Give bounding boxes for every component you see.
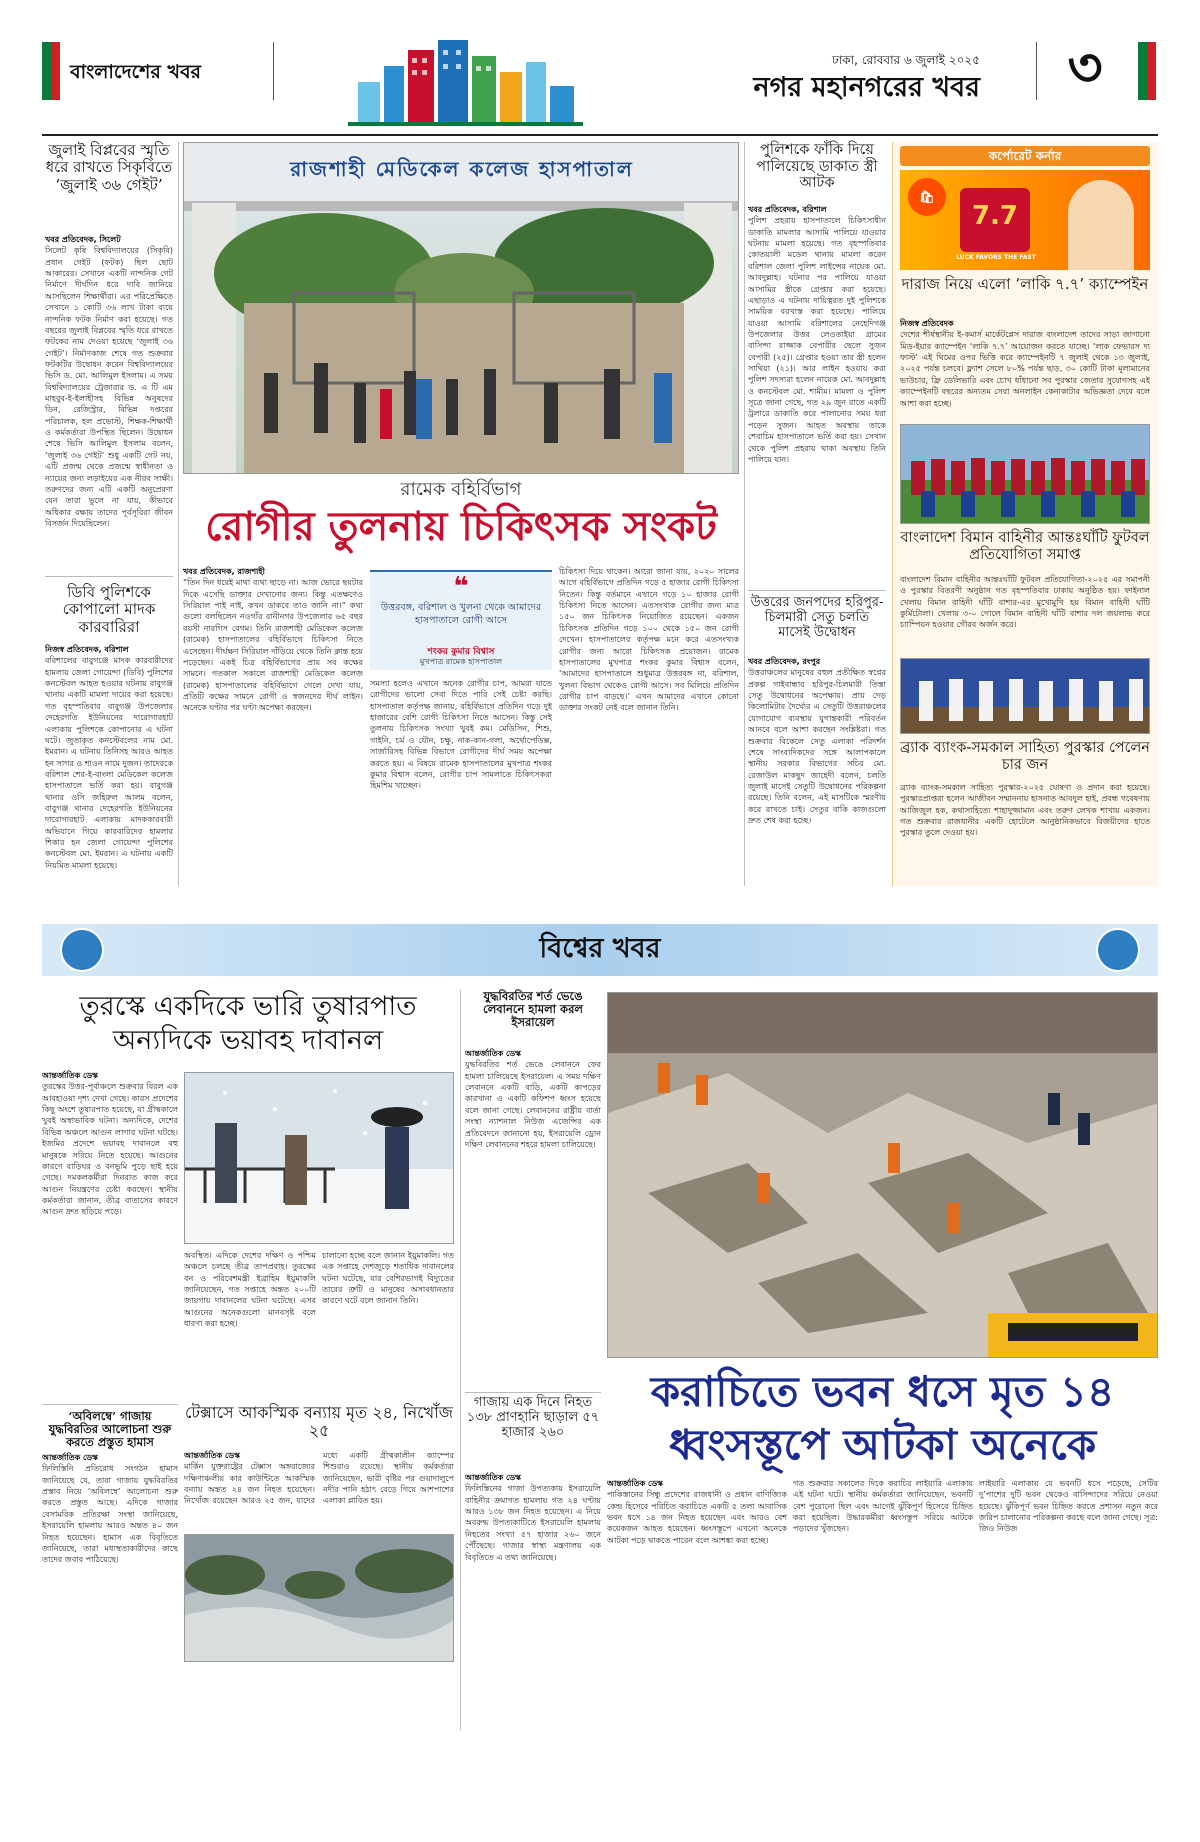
credit-police: খবর প্রতিবেদক, বরিশাল [748, 205, 827, 214]
credit-bridge: খবর প্রতিবেদক, রংপুর [748, 657, 821, 666]
story-literary-award [900, 782, 1150, 882]
headline-ramek: রোগীর তুলনায় চিকিৎসক সংকট [205, 503, 717, 550]
credit-ramek: খবর প্রতিবেদক, রাজশাহী [183, 567, 265, 576]
story-ramek-col3 [559, 566, 739, 886]
body-turkey-col2: অবস্থিত। এদিকে দেশের দক্ষিণ ও পশ্চিম অঞ্চলে চলছে তীব্র তাপপ্রবাহ। তুরস্কের বন ও পরিবেশমন্ত্রী ইব্রাহিম ইয়ুমাকলি জানিয়েছেন, গত সপ্তাহে অন্তত ২০০টি জায়গায় দাবানলের ঘটনা ঘটেছে। এসব আগুনের অনেকগুলো মানবসৃষ্ট বলে ধারণা করা হচ্ছে। [184, 1251, 316, 1329]
story-karachi-col2 [793, 1478, 973, 1730]
story-gaza-killed [465, 1472, 601, 1730]
headline-karachi: করাচিতে ভবন ধসে মৃত ১৪ ধ্বংসস্তূপে আটকা অনেকে [650, 1367, 1115, 1469]
column-divider [744, 142, 745, 886]
body-literary-award: ব্র্যাক ব্যাংক-সমকাল সাহিত্য পুরস্কার-২০২৫ ঘোষণা ও প্রদান করা হয়েছে। পুরস্কারপ্রাপ্তরা হলেন আজীবন সম্মাননায় হাসনাত আবদুল হাই, প্রবন্ধ গবেষণায় আজিজুল হক, কথাসাহিত্যে শাহাদুজ্জামান এবং তরুণ লেখক শাখায় একজন। গত শুক্রবার রাজধানীর একটি হোটেলে আনুষ্ঠানিকভাবে বিজয়ীদের হাতে পুরস্কার তুলে দেওয়া হয়। [900, 783, 1150, 838]
story-ramek-col2 [370, 678, 552, 886]
body-gaza-talks: ফিলিস্তিনি প্রতিরোধ সংগঠন হামাস জানিয়েছে যে, তারা গাজায় যুদ্ধবিরতির প্রস্তাব নিয়ে ‘অবিলম্বে’ আলোচনা শুরু করতে প্রস্তুত আছে। এদিকে গাজার বেসামরিক প্রতিরক্ষা সংস্থা জানিয়েছে, ইসরায়েলি হামলায় আরও অন্তত ৪০ জন নিহত হয়েছেন। হামাস এক বিবৃতিতে জানিয়েছে, তারা মধ্যস্থতাকারীদের কাছে তাদের জবাব পাঠিয়েছে। [42, 1464, 178, 1565]
credit-karachi: আন্তর্জাতিক ডেস্ক [607, 1479, 663, 1488]
dateline: ঢাকা, রোববার ৬ জুলাই ২০২৫ [832, 53, 980, 67]
daraz-ad-image [900, 170, 1150, 270]
divider [42, 1404, 178, 1405]
credit-turkey: আন্তর্জাতিক ডেস্ক [42, 1071, 98, 1080]
divider [748, 590, 886, 591]
story-texas-flood [184, 1450, 454, 1528]
quote-mark-icon: ❝ [453, 572, 469, 602]
credit-daraz: নিজস্ব প্রতিবেদক [900, 319, 954, 328]
photo-sign-text: রাজশাহী মেডিকেল কলেজ হাসপাতাল [290, 157, 634, 181]
photo-ramek-gate [183, 142, 739, 474]
body-dibi: বরিশালের বাবুগঞ্জে মাদক কারবারীদের হামলায় জেলা গোয়েন্দা (ডিবি) পুলিশের কনস্টেবল আহত হওয়ার ঘটনায় বাবুগঞ্জ থানায় একটি মামলা দায়ের করা হয়েছে। গত বৃহস্পতিবার বাবুগঞ্জ উপজেলার দেহেরগতি ইউনিয়নের দারোগারহাট এলাকায় পুলিশকে কোপানোর এ ঘটনা ঘটে। জুতাকৃত কনস্টেবলের নাম মো. ইমরান। এ ঘটনায় তিনিসহ আরও আহত হন সাগর ও শাওন নামে দুজন। তাদেরকে বরিশাল শের-ই-বাংলা মেডিকেল কলেজ হাসপাতালে ভর্তি করা হয়। বাবুগঞ্জ থানার ওসি জহিরুল আলম বলেন, বাবুগঞ্জ থানার দেহেরগতি ইউনিয়নের দারোগারহাট এলাকায় মাদককারবারী অভিযানে গিয়ে কারবারিদের হামলার শিকার হন জেলা গোয়েন্দা পুলিশের কনস্টেবল মো. ইমরান। এ ঘটনায় একটি নিয়মিত মামলা হয়েছে। [45, 656, 173, 870]
ad-person-image [1068, 180, 1134, 270]
story-turkey-col3 [322, 1250, 454, 1400]
masthead-divider-right [1036, 42, 1037, 100]
credit-gaza-killed: আন্তর্জাতিক ডেস্ক [465, 1473, 521, 1482]
masthead-divider [273, 42, 274, 100]
world-news-band [42, 924, 1158, 976]
quote-text: উত্তরবঙ্গ, বরিশাল ও খুলনা থেকে আমাদের হাসপাতালে রোগী আসে [380, 602, 542, 626]
headline-bridge: উত্তরের জনপদের হরিপুর-চিলমারী সেতু চলতি মাসেই উদ্বোধন [750, 595, 884, 640]
quote-name: শংকর কুমার বিশ্বাস [427, 647, 495, 657]
headline-literary-award: ব্র্যাক ব্যাংক-সমকাল সাহিত্য পুরস্কার পেলেন চার জন [900, 740, 1150, 773]
body-lebanon: যুদ্ধবিরতির শর্ত ভেঙে লেবাননে ফের হামলা চালিয়েছে ইসরায়েল। এ সময় দক্ষিণ লেবাননে একটি বাড়ি, একটি কাপড়ের কারখানা ও একটি কফিশপ ধ্বংস হয়েছে বলে জানা গেছে। লেবাননের রাষ্ট্রীয় বার্তা সংস্থা ন্যাশনাল নিউজ এজেন্সির এক প্রতিবেদনে জানানো হয়, ইসরায়েলি ড্রোন দক্ষিণ লেবাননের শহরে হামলা চালিয়েছে। [465, 1060, 601, 1149]
corporate-corner-banner: কর্পোরেট কর্নার [900, 146, 1150, 166]
body-karachi-col2: গত শুক্রবার সকালের দিকে করাচির লাইয়ারি এলাকায় এই ঘটনা ঘটে। স্থানীয় কর্মকর্তারা জানিয়েছেন, ভবনটি বেশ পুরোনো ছিল এবং আগেই ঝুঁকিপূর্ণ হিসেবে চিহ্নিত করা হয়েছিল। উদ্ধারকর্মীরা ধ্বংসস্তূপ সরিয়ে আটকে পড়াদের খুঁজছেন। [793, 1479, 973, 1534]
section-label-bangladesh: বাংলাদেশের খবর [70, 61, 201, 83]
story-lebanon [465, 1048, 601, 1386]
body-daraz: দেশের শীর্ষস্থানীয় ই-কমার্স মার্কেটপ্লেস দারাজ বাংলাদেশ তাদের সাড়া জাগানো মিড-ইয়ার ক্যাম্পেইন ‘লাকি ৭.৭’ আয়োজন করতে যাচ্ছে। ‘লাক ফেভারস দ্য ফাস্ট’ এই থিমের ওপর ভিত্তি করে ক্যাম্পেইনটি ৭ জুলাই থেকে ১৩ জুলাই, ২০২৫ পর্যন্ত চলবে। ফ্ল্যাশ সেলে ৮০% পর্যন্ত ছাড়, ৩০ কোটি টাকা মূল্যমানের ভাউচার, ফ্রি ডেলিভারি এবং চোখ ধাঁধানো সব পুরস্কার জেতার সুযোগসহ এই ক্যাম্পেইনটি বছরের অন্যতম সেরা অনলাইন কেনাকাটার অভিজ্ঞতা দেবে বলে আশা করা হচ্ছে। [900, 330, 1150, 408]
story-karachi-col1 [607, 1478, 787, 1730]
body-ramek-col2: সমস্যা হলেও এখানে অনেক রোগীর চাপ, আমরা যাতে রোগীদের ভালো সেবা দিতে পারি সেই চেষ্টা করছি। হাসপাতাল কর্তৃপক্ষ জানায়, বহির্বিভাগে প্রতিদিন গড়ে দুই হাজারের বেশি রোগী চিকিৎসা নিতে আসেন। কিন্তু সেই তুলনায় চিকিৎসক সংখ্যা খুবই কম। মেডিসিন, শিশু, গাইনি, চর্ম ও যৌন, চক্ষু, নাক-কান-গলা, অর্থোপেডিক্স, সার্জারিসহ বিভিন্ন বিভাগে রোগীদের দীর্ঘ সময় অপেক্ষা করতে হয়। এ বিষয়ে রামেক হাসপাতালের মুখপাত্র শংকর কুমার বিশ্বাস বলেন, রোগীর চাপ সামলাতে চিকিৎসকরা হিমশিম খাচ্ছেন। [370, 679, 552, 791]
quote-role: মুখপাত্র রামেক হাসপাতাল [419, 657, 503, 666]
page-number: ৩ [1067, 35, 1103, 99]
credit-texas-flood: আন্তর্জাতিক ডেস্ক [184, 1451, 240, 1460]
headline-air-force-football: বাংলাদেশ বিমান বাহিনীর আন্তঃঘাঁটি ফুটবল প্রতিযোগিতা সমাপ্ত [900, 530, 1150, 563]
flag-left-icon [42, 42, 60, 100]
body-air-force-football: বাংলাদেশ বিমান বাহিনীর আন্তঃঘাঁটি ফুটবল প্রতিযোগিতা-২০২৫ এর সমাপনী ও পুরস্কার বিতরণী অনুষ্ঠান গত বৃহস্পতিবার ঢাকায় অনুষ্ঠিত হয়। ফাইনাল খেলায় বিমান বাহিনী ঘাঁটি বাশার-এর মুখোমুখি হয় বিমান বাহিনী ঘাঁটি কুর্মিটোলা। খেলায় ৩-০ গোলে বিমান বাহিনী ঘাঁটি বাশার দল জয়লাভ করে চ্যাম্পিয়ন হওয়ার গৌরব অর্জন করে। [900, 575, 1150, 630]
masthead-rule [42, 134, 1158, 136]
divider [465, 1392, 601, 1393]
headline-july-gate: জুলাই বিপ্লবের স্মৃতি ধরে রাখতে সিকৃবিতে ‘জুলাই ৩৬ গেইট’ [45, 141, 173, 194]
body-gaza-killed: ফিলিস্তিনের গাজা উপত্যকায় ইসরায়েলি বাহিনীর ক্রমাগত হামলায় গত ২৪ ঘণ্টায় আরও ১৩৮ জন নিহত হয়েছেন। এ নিয়ে অবরুদ্ধ উপত্যকাটিতে ইসরায়েলি হামলায় নিহতের সংখ্যা ৫৭ হাজার ২৬০ জনে পৌঁছেছে। গাজার স্বাস্থ্য মন্ত্রণালয় এক বিবৃতিতে এ তথ্য জানিয়েছে। [465, 1484, 601, 1562]
headline-lebanon: যুদ্ধবিরতির শর্ত ভেঙে লেবাননে হামলা করল ইসরায়েল [483, 989, 583, 1030]
flag-right-icon [1138, 42, 1156, 100]
story-ramek-col1 [183, 566, 363, 886]
headline-gaza-killed: গাজায় এক দিনে নিহত ১৩৮ প্রাণহানি ছাড়াল ৫৭ হাজার ২৬০ [466, 1395, 600, 1440]
ad-tagline: LUCK FAVORS THE FAST [956, 254, 1036, 261]
story-turkey-col2 [184, 1250, 316, 1400]
body-karachi-col3: লাইয়ারি এলাকায় যে ভবনটি ধসে পড়েছে, সেটির দু’পাশের দুটি ভবন থেকেও বাসিন্দাদের সরিয়ে নেওয়া হয়েছে। ঝুঁকিপূর্ণ ভবন চিহ্নিত করতে প্রশাসন নতুন করে জরিপ চালানোর পরিকল্পনা করছে বলে জানা গেছে। সূত্র: জিও নিউজ [979, 1479, 1158, 1534]
body-ramek-col3: চিকিৎসা দিয়ে থাকেন। আরো জানা যায়, ২০২০ সালের আগে বহির্বিভাগে প্রতিদিন গড়ে ৫ হাজার রোগী চিকিৎসা নিতেন। কিন্তু বর্তমানে এখানে গড়ে ১০ হাজার রোগী চিকিৎসা নিতে আসেন। এতসংখ্যক রোগীর জন্য মাত্র ১৫০ জন চিকিৎসক নিয়োজিত রয়েছেন। একজন চিকিৎসক প্রতিদিন গড়ে ১০০ থেকে ১৫০ জন রোগী দেখেন। হাসপাতালের কর্তৃপক্ষ মনে করে এতসংখ্যক রোগীর জন্য আরো চিকিৎসক প্রয়োজন। রামেক হাসপাতালের মুখপাত্র শংকর কুমার বিশ্বাস বলেন, ‘আমাদের হাসপাতালে শুধুমাত্র উত্তরবঙ্গ না, বরিশাল, খুলনা বিভাগ থেকেও রোগী আসে। সব মিলিয়ে প্রতিদিন রোগীর চাপ বাড়ছে।’ এখন আমাদের এখানে কোনো ডাক্তার সংকট নেই বলে জানান তিনি। [559, 567, 739, 713]
story-turkey-col1 [42, 1070, 178, 1400]
photo-karachi-collapse [607, 992, 1158, 1358]
body-karachi-col1: পাকিস্তানের সিন্ধু প্রদেশের রাজধানী ও প্রধান বাণিজ্যিক কেন্দ্র হিসেবে পরিচিত করাচিতে একটি ৫ তলা আবাসিক ভবন ধসে ১৪ জন নিহত হয়েছেন এবং আরও বেশ কয়েকজন আহত হয়েছেন। ধ্বংসস্তূপে এখনো অনেকে আটকা পড়ে থাকতে পারেন বলে আশঙ্কা করা হচ্ছে। [607, 1490, 787, 1545]
headline-daraz: দারাজ নিয়ে এলো ‘লাকি ৭.৭’ ক্যাম্পেইন [901, 275, 1149, 293]
story-police [748, 204, 886, 584]
kicker-ramek: রামেক বহির্বিভাগ [400, 479, 522, 500]
photo-turkey-snow [184, 1072, 454, 1244]
city-skyline-icon [348, 36, 583, 131]
column-divider [178, 142, 179, 886]
body-texas-flood: মার্কিন যুক্তরাষ্ট্রের টেক্সাস অঙ্গরাজ্যের দক্ষিণাঞ্চলীয় কার কাউন্টিতে আকস্মিক বন্যায় অন্তত ২৪ জন নিহত হয়েছেন। নিখোঁজ রয়েছেন আরও ২৫ জন, যাদের মধ্যে একটি গ্রীষ্মকালীন ক্যাম্পের শিশুরাও রয়েছে। স্থানীয় কর্মকর্তারা জানিয়েছেন, ভারী বৃষ্টির পর গুয়াদালুপে নদীর পানি হঠাৎ বেড়ে গিয়ে আশপাশের এলাকা প্লাবিত হয়। [184, 1451, 454, 1506]
headline-police: পুলিশকে ফাঁকি দিয়ে পালিয়েছে ডাকাত স্ত্রী আটক [756, 142, 878, 192]
story-gaza-talks [42, 1452, 178, 1730]
story-daraz [900, 318, 1150, 418]
daraz-logo-icon: 🛍 [908, 178, 946, 216]
photo-literary-award [900, 658, 1150, 734]
page-section-title: নগর মহানগরের খবর [753, 72, 980, 103]
credit-gaza-talks: আন্তর্জাতিক ডেস্ক [42, 1453, 98, 1462]
photo-texas-flood [184, 1534, 454, 1662]
headline-texas-flood: টেক্সাসে আকস্মিক বন্যায় মৃত ২৪, নিখোঁজ ২৫ [184, 1403, 454, 1441]
body-turkey-col1: তুরস্কের উত্তর-পূর্বাঞ্চলে শুক্রবার বিরল এক আবহাওয়া দৃশ্য দেখা গেছে। কারস প্রদেশের কিছু অংশে তুষারপাত হয়েছে, যা গ্রীষ্মকালে খুবই অস্বাভাবিক ঘটনা। অন্যদিকে, দেশের বিভিন্ন অঞ্চলে আগুন লাগার ঘটনা ঘটছে। ইজমির প্রদেশে ভয়াবহ দাবানলে বহু মানুষকে সরিয়ে নিতে হয়েছে। আগুনের কারণে বাড়িঘর ও বনভূমি পুড়ে ছাই হয়ে গেছে। দমকলকর্মীরা দিনরাত কাজ করে আগুন নিয়ন্ত্রণের চেষ্টা করছেন। স্থানীয় কর্মকর্তারা জানান, তীব্র বাতাসের কারণে আগুন দ্রুত ছড়িয়ে পড়ে। [42, 1082, 178, 1217]
photo-football-team [900, 424, 1150, 524]
credit-dibi: নিজস্ব প্রতিবেদক, বরিশাল [45, 645, 129, 654]
body-ramek-col1: “তিন দিন ধরেই মাথা ব্যথা ছাড়ে না। আজ ভোরে ছয়টার দিকে এসেছি ডাক্তার দেখানোর জন্য। কিন্তু এতক্ষণেও সিরিয়াল পাই নাই, কখন ডাকবে তাও জানি না।” কথা গুলো বলছিলেন নওগাঁর রানীনগর উপজেলার ৬৫ বছর বয়সী নারগিস বেগম। তিনি রাজশাহী মেডিকেল কলেজ (রামেক) হাসপাতালের বহির্বিভাগে চিকিৎসা নিতে এসেছেন। দীর্ঘক্ষণ সিরিয়াল দাঁড়িয়ে থেকে তিনি ক্লান্ত হয়ে পড়েছেন। একই চিত্র বহির্বিভাগের প্রায় সব কক্ষের সামনে। গতকাল সকালে রাজশাহী মেডিকেল কলেজ (রামেক) হাসপাতালের বহির্বিভাগে গেলে দেখা যায়, প্রতিটি কক্ষের সামনে রোগী ও স্বজনদের দীর্ঘ লাইন। অনেকে ঘণ্টার পর ঘণ্টা অপেক্ষা করছেন। [183, 578, 363, 713]
body-july-gate: সিলেট কৃষি বিশ্ববিদ্যালয়ের (সিকৃবি) প্রধান গেইট (ফটক) ছিল ছোট আকারের। সেখানে একটি নান্দনিক গেট নির্মাণে দীর্ঘদিন ধরে দাবি জানিয়ে আসছিলেন শিক্ষার্থীরা। এর পরিপ্রেক্ষিতে সেখানে ১ কোটি ৩৬ লাখ টাকা ব্যয়ে নান্দনিক ফটক নির্মাণ করা হয়েছে। গত বছরের জুলাই বিপ্লবের স্মৃতি ধরে রাখতে ফটকের নাম দেওয়া হয়েছে ‘জুলাই ৩৬ গেইট’। নির্মাণকাজ শেষে গত শুক্রবার ফটকটির উদ্বোধন করেন বিশ্ববিদ্যালয়ের ভিসি ড. মো. আলিমুল ইসলাম। এ সময় বিশ্ববিদ্যালয়ের ট্রেজারার ড. এ টি এম মাহবুব-ই-ইলাহীসহ বিভিন্ন অনুষদের ডিন, রেজিস্ট্রার, বিভিন্ন দপ্তরের পরিচালক, হল প্রভোস্ট, শিক্ষক-শিক্ষার্থী ও কর্মকর্তারা উপস্থিত ছিলেন। উদ্বোধন শেষে ভিসি আলিমুল ইসলাম বলেন, ‘জুলাই ৩৬ গেইট’ শুধু একটি গেট নয়, এটি প্রজন্ম থেকে প্রজন্মে স্বাধীনতা ও ন্যায়ের জন্য লড়াইয়ের এক নীরব সাক্ষী। তরুণদের জন্য এটি একটি অনুপ্রেরণা যেন তারা ভুলে না যায়, কীভাবে অধিকার রক্ষায় তাদের পূর্বসূরিরা জীবন বিসর্জন দিয়েছিলেন। [45, 246, 173, 528]
column-divider [460, 990, 461, 1730]
headline-gaza-talks: ‘অবিলম্বে’ গাজায় যুদ্ধবিরতির আলোচনা শুরু করতে প্রস্তুত হামাস [48, 1409, 172, 1450]
body-turkey-col3: চালানো হচ্ছে বলে জানান ইয়ুমাকলি। গত এক সপ্তাহে দেশজুড়ে শতাধিক দাবানলের ঘটনা ঘটেছে, যার বেশিরভাগই বিদ্যুতের তারের ত্রুটি ও মানুষের অসাবধানতার কারণে ঘটে বলে জানান তিনি। [322, 1251, 454, 1306]
headline-dibi: ডিবি পুলিশকে কোপালো মাদক কারবারিরা [62, 583, 156, 636]
quote-box [370, 570, 552, 670]
ad-lucky-number: 7.7 [960, 188, 1030, 252]
credit-july-gate: খবর প্রতিবেদক, সিলেট [45, 235, 121, 244]
story-karachi-col3 [979, 1478, 1158, 1730]
story-july-gate [45, 234, 173, 570]
divider [45, 576, 173, 577]
headline-turkey: তুরস্কে একদিকে ভারি তুষারপাত অন্যদিকে ভয়াবহ দাবানল [79, 991, 417, 1056]
body-police: পুলিশ প্রহরায় হাসপাতালে চিকিৎসাধীন ডাকাতি মামলার আসামি পালিয়ে যাওয়ার ঘটনায় মামলা হয়েছে। গত বৃহস্পতিবার কোতয়ালী মডেল থানায় মামলা করেন বরিশাল জেলা পুলিশ লাইন্সের নায়েক মো. আবদুল্লাহ। ঘটনার পর পালিয়ে যাওয়া আসামির স্ত্রীকে গ্রেপ্তার করা হয়েছে। এছাড়াও এ ঘটনায় দায়িত্বরত দুই পুলিশকে সাময়িক বরখাস্ত করা হয়েছে। পালিয়ে যাওয়া আসামি বরিশালের নেহেদিগঞ্জ উপজেলার উত্তর লেওতাইয়া গ্রামের বাসিন্দা রাজ্জাক বেপারীর ছেলে সুজন বেপারী (২৫)। গ্রেপ্তার হওয়া তার স্ত্রী হলেন সাথিয়া (২১)। আর লাইন হওয়ায় করা পুলিশ সদস্যরা হলেন নায়েক মো. আবদুল্লাহ ও কনস্টেবল মো. শামীম। মামলা ও পুলিশ সূত্রে জানা গেছে, গত ২৯ জুন রাতে একটি ট্রলারে ডাকাতি করে পালানোর সময় ধরা পড়েন সুজন। আহত অবস্থায় তাকে শেবাচিম হাসপাতালে ভর্তি করা হয়। সেখান থেকে পুলিশ প্রহরায় থাকা অবস্থায় তিনি পালিয়ে যান। [748, 216, 886, 464]
story-dibi [45, 644, 173, 886]
story-bridge [748, 656, 886, 886]
story-air-force-football [900, 574, 1150, 652]
world-news-title: বিশ্বের খবর [539, 933, 661, 964]
credit-lebanon: আন্তর্জাতিক ডেস্ক [465, 1049, 521, 1058]
body-bridge: উত্তরাঞ্চলের মানুষের বহুল প্রতীক্ষিত স্বপ্নের প্রকল্প গাইবান্ধার হরিপুর-চিলমারী তিস্তা সেতু উদ্বোধনের অপেক্ষায়। প্রায় দেড় কিলোমিটার দৈর্ঘ্যের এ সেতুটি উত্তরাঞ্চলের যোগাযোগ ব্যবস্থায় যুগান্তকারী পরিবর্তন আনবে বলে আশা করছেন সংশ্লিষ্টরা। গত শুক্রবার বিকেলে সেতু এলাকা পরিদর্শন শেষে সাংবাদিকদের সঙ্গে আলাপকালে স্থানীয় সরকার বিভাগের সচিব মো. রেজাউল মাকছুদ জাহেদী বলেন, চলতি জুলাই মাসেই সেতুটি উদ্বোধনের পরিকল্পনা রয়েছে। তিনি বলেন, এই মাসটিকে স্মরণীয় করে রাখতে চাই। সেতুর বাকি কাজগুলো দ্রুত শেষ করা হচ্ছে। [748, 668, 886, 826]
